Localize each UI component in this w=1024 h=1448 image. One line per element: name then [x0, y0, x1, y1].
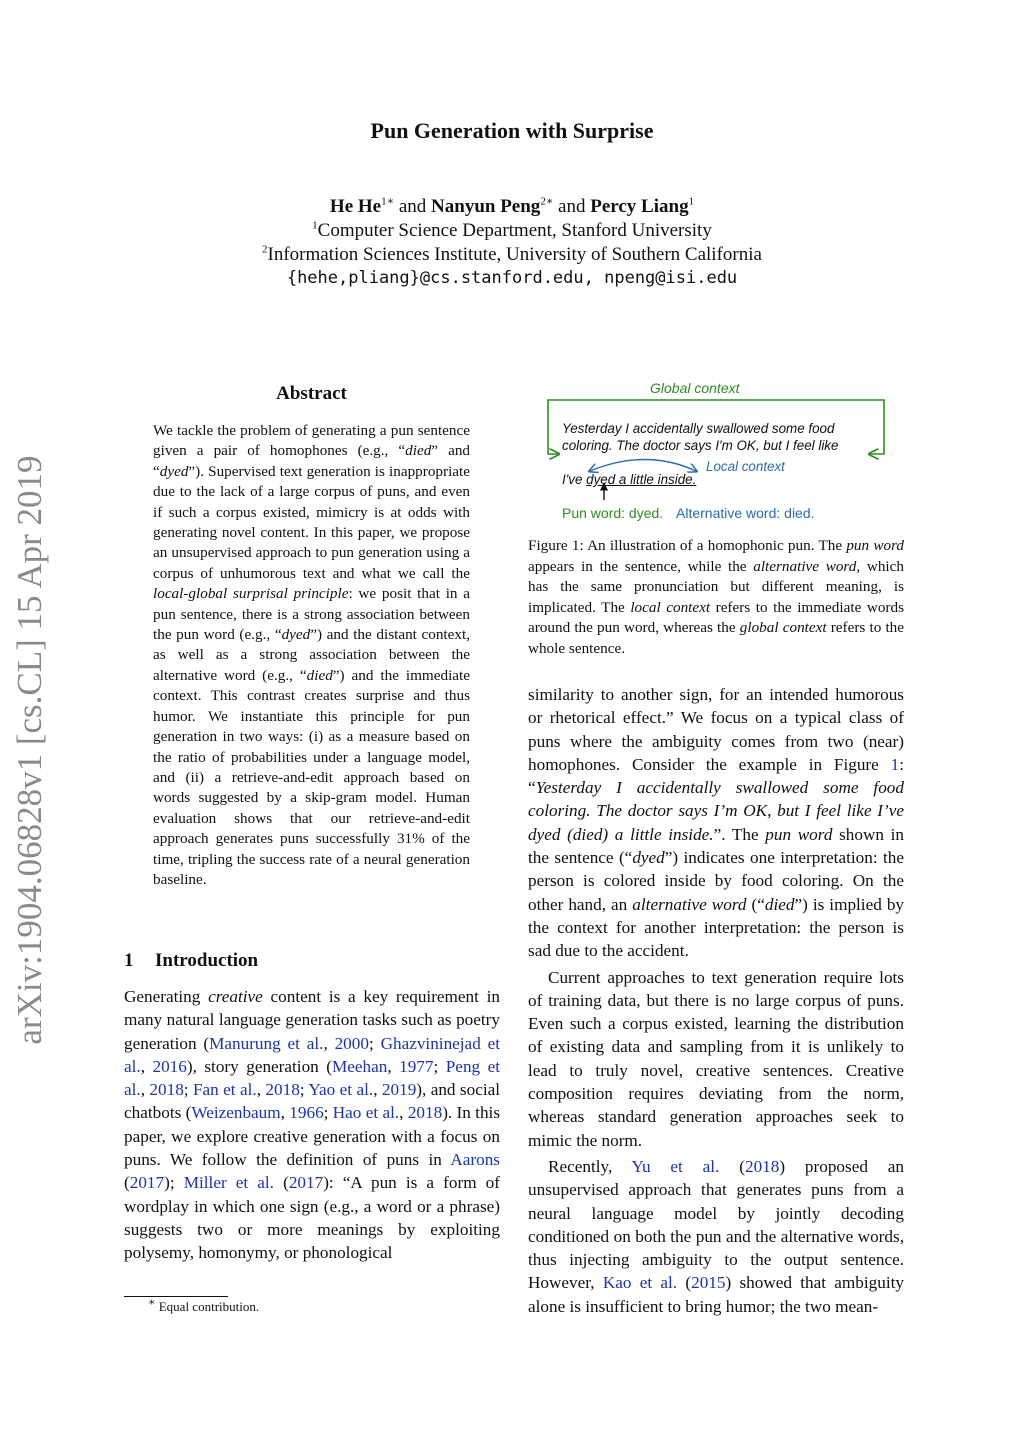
citation-link[interactable]: 2016 — [152, 1056, 187, 1076]
body-text: ( — [677, 1273, 692, 1293]
citation-link[interactable]: Aarons — [450, 1150, 500, 1170]
intro-text: Generating — [124, 987, 209, 1006]
body-em: dyed — [632, 848, 665, 868]
abstract-em: died — [306, 666, 333, 684]
intro-text: , — [399, 1103, 408, 1123]
figure-1 — [528, 378, 908, 528]
figure-sentence: Yesterday I accidentally swallowed some food coloring. The doctor says I'm OK, but I feel like — [562, 421, 839, 453]
author-he: He He — [329, 196, 382, 217]
intro-text: ), story generation ( — [186, 1056, 332, 1076]
and-2: and — [553, 196, 591, 217]
figure-ive: I've — [562, 472, 587, 487]
intro-text: ); — [164, 1173, 184, 1193]
intro-text: ; — [433, 1056, 446, 1076]
author-emails: {hehe,pliang}@cs.stanford.edu, npeng@isi.edu — [286, 268, 738, 288]
abstract-text: ”) and the distant context, as well as a strong association between the alternative word (e.g., “ — [153, 626, 470, 684]
intro-text: , — [373, 1080, 382, 1100]
author-he-sup: 1∗ — [381, 195, 395, 208]
local-context-label: Local context — [706, 459, 785, 474]
citation-link[interactable]: Kao et al. — [602, 1273, 678, 1293]
intro-text: ). In this paper, we explore creative generation with a focus on puns. We follow the definition of puns in — [124, 1103, 501, 1170]
body-text: ”) is implied by the context for another interpretation: the person is sad due to the accident. — [528, 894, 905, 961]
citation-link[interactable]: Manurung et al. — [209, 1033, 324, 1053]
citation-link[interactable]: 2018 — [149, 1080, 184, 1100]
right-column-body — [528, 683, 904, 1318]
global-context-label: Global context — [650, 380, 740, 396]
author-peng-sup: 2∗ — [540, 195, 554, 208]
abstract-em: dyed — [281, 626, 311, 644]
aff2-sup: 2 — [262, 243, 268, 256]
figure-ref-link[interactable]: 1 — [890, 754, 900, 774]
citation-link[interactable]: Ghazvininejad et al. — [124, 1033, 501, 1076]
paragraph — [528, 1155, 904, 1318]
body-em: died — [764, 894, 795, 914]
body-text: ) showed that ambiguity alone is insufficient to bring humor; the two mean- — [528, 1273, 904, 1316]
intro-text: , — [140, 1056, 153, 1076]
citation-link[interactable]: Fan et al. — [192, 1080, 257, 1100]
citation-link[interactable]: 2018 — [407, 1103, 443, 1123]
citation-link[interactable]: Hao et al. — [332, 1103, 400, 1123]
intro-text: ( — [124, 1173, 130, 1193]
body-em: alternative word — [632, 894, 747, 914]
citation-link[interactable]: Yu et al. — [631, 1156, 720, 1176]
section-title: Introduction — [155, 950, 259, 971]
arxiv-stamp: arXiv:1904.06828v1 [cs.CL] 15 Apr 2019 — [10, 455, 49, 1045]
abstract-text: ” and “ — [153, 442, 471, 480]
author-peng: Nanyun Peng — [431, 196, 541, 217]
intro-text: ; — [368, 1033, 381, 1053]
intro-text: ), and social chatbots ( — [124, 1080, 501, 1123]
intro-text: , — [280, 1103, 290, 1123]
citation-link[interactable]: 2000 — [334, 1033, 369, 1053]
intro-text: , — [256, 1080, 266, 1100]
aff2-text: Information Sciences Institute, University of Southern California — [267, 244, 762, 265]
abstract-body — [153, 421, 470, 890]
affiliation-1 — [0, 220, 1024, 242]
intro-text: , — [140, 1080, 150, 1100]
footnote-mark: ∗ — [148, 1296, 156, 1309]
citation-link[interactable]: 2017 — [129, 1173, 165, 1193]
caption-em: local context — [630, 598, 711, 616]
intro-text: , — [323, 1033, 335, 1053]
paper-title: Pun Generation with Surprise — [370, 118, 654, 143]
citation-link[interactable]: Meehan — [331, 1056, 388, 1076]
caption-em: alternative word — [753, 557, 857, 575]
body-text: : “ — [528, 754, 904, 798]
and-1: and — [394, 196, 432, 217]
intro-heading — [124, 950, 258, 972]
body-text: (“ — [746, 894, 765, 914]
local-context-arc — [590, 460, 696, 472]
abstract-heading: Abstract — [276, 383, 347, 404]
author-liang: Percy Liang — [590, 196, 689, 217]
pun-word-label: Pun word: dyed. — [562, 505, 664, 521]
author-line — [0, 196, 1024, 218]
aff1-sup: 1 — [312, 219, 318, 232]
aff1-text: Computer Science Department, Stanford University — [317, 220, 712, 241]
citation-link[interactable]: 2018 — [744, 1156, 780, 1176]
citation-link[interactable]: Yao et al. — [308, 1080, 374, 1100]
abstract-text: We tackle the problem of generating a pun sentence given a pair of homophones (e.g., “ — [153, 422, 470, 460]
intro-text: ; — [299, 1080, 309, 1100]
intro-text: ; — [323, 1103, 333, 1123]
citation-link[interactable]: 2017 — [288, 1173, 324, 1193]
caption-em: global context — [739, 619, 827, 637]
abstract-text: ”) and the immediate context. This contrast creates surprise and thus humor. We instantiate this principle for pun generation in two ways: (i) as a measure based on the ratio of probabilities under a language model, and (ii) a retrieve-and-edit approach based on words suggested by a skip-gram model. Human evaluation shows that our retrieve-and-edit approach generates puns successfully 31% of the time, tripling the success rate of a neural generation baseline. — [153, 666, 470, 888]
body-text: ”. The — [713, 824, 766, 844]
citation-link[interactable]: 2019 — [381, 1080, 417, 1100]
citation-link[interactable]: Weizenbaum — [191, 1103, 281, 1123]
paragraph — [528, 683, 904, 963]
citation-link[interactable]: Miller et al. — [183, 1173, 274, 1193]
abstract-text: : we posit that in a pun sentence, there is a strong association between the pun word (e.g., “ — [153, 585, 471, 644]
abstract-em: local-global surprisal principle — [153, 585, 349, 603]
footnote-rule — [124, 1296, 228, 1297]
body-em: pun word — [765, 824, 833, 844]
abstract-em: dyed — [159, 462, 189, 480]
body-text: ”) indicates one interpretation: the person is colored inside by food coloring. On the other hand, an — [528, 848, 904, 914]
intro-text: ): “A pun is a form of wordplay in which one sign (e.g., a word or a phrase) suggests two or more meanings by exploiting polysemy, homonymy, or phonological — [124, 1173, 500, 1263]
body-text: similarity to another sign, for an intended humorous or rhetorical effect.” We focus on a typical class of puns where the ambiguity comes from two (near) homophones. Consider the example in Figure — [528, 685, 904, 774]
intro-body — [124, 985, 500, 1265]
body-text: ( — [719, 1156, 745, 1176]
abstract-em: died — [405, 442, 432, 460]
citation-link[interactable]: 1966 — [289, 1103, 324, 1123]
intro-text: content is a key requirement in many natural language generation tasks such as poetry generation ( — [124, 987, 500, 1053]
caption-text: refers to the immediate words around the pun word, whereas the — [528, 598, 904, 637]
intro-text: ; — [183, 1080, 193, 1100]
body-text: shown in the sentence (“ — [528, 824, 904, 868]
caption-text: , which has the same pronunciation but different meaning, is implicated. The — [528, 557, 904, 616]
figure-pun-phrase: dyed a little inside. — [586, 472, 697, 487]
figure-ive-line — [562, 472, 696, 487]
intro-text: , — [387, 1056, 400, 1076]
citation-link[interactable]: 2018 — [265, 1080, 300, 1100]
intro-em: creative — [208, 987, 263, 1006]
example-sentence: Yesterday I accidentally swallowed some food coloring. The doctor says I’m OK, but I feel like I’ve dyed (died) a little inside. — [528, 778, 904, 844]
body-text: Recently, — [548, 1156, 632, 1176]
body-text: ) proposed an unsupervised approach that generates puns from a neural language model by jointly decoding conditioned on both the pun and the alternative words, thus injecting ambiguity to the output sentence. However, — [528, 1156, 904, 1293]
section-number: 1 — [124, 950, 134, 971]
alternative-word-label: Alternative word: died. — [676, 505, 815, 521]
citation-link[interactable]: 2015 — [691, 1273, 726, 1293]
citation-link[interactable]: 1977 — [399, 1056, 434, 1076]
footnote-text: Equal contribution. — [155, 1299, 260, 1314]
intro-text: ( — [273, 1173, 289, 1193]
figure-caption — [528, 536, 904, 660]
caption-text: appears in the sentence, while the — [528, 557, 754, 575]
author-liang-sup: 1 — [688, 195, 695, 208]
caption-text: refers to the whole sentence. — [528, 619, 904, 657]
caption-em: pun word — [846, 537, 905, 554]
paragraph: Current approaches to text generation require lots of training data, but there is no large corpus of puns. Even such a corpus existed, learning the distribution of existing data and sampling from it is unlikely to lead to truly novel, creative sentences. Creative composition requires deviating from the norm, whereas standard generation approaches seek to mimic the norm. — [528, 967, 904, 1150]
citation-link[interactable]: Peng et al. — [124, 1056, 501, 1100]
caption-text: Figure 1: An illustration of a homophonic pun. The — [528, 537, 847, 554]
abstract-text: ”). Supervised text generation is inappropriate due to the lack of a large corpus of puns, and even if such a corpus existed, mimicry is at odds with generating novel content. In this paper, we propose an unsupervised approach to pun generation using a corpus of unhumorous text and what we call the — [153, 462, 470, 582]
footnote — [148, 1296, 260, 1315]
affiliation-2 — [0, 244, 1024, 266]
